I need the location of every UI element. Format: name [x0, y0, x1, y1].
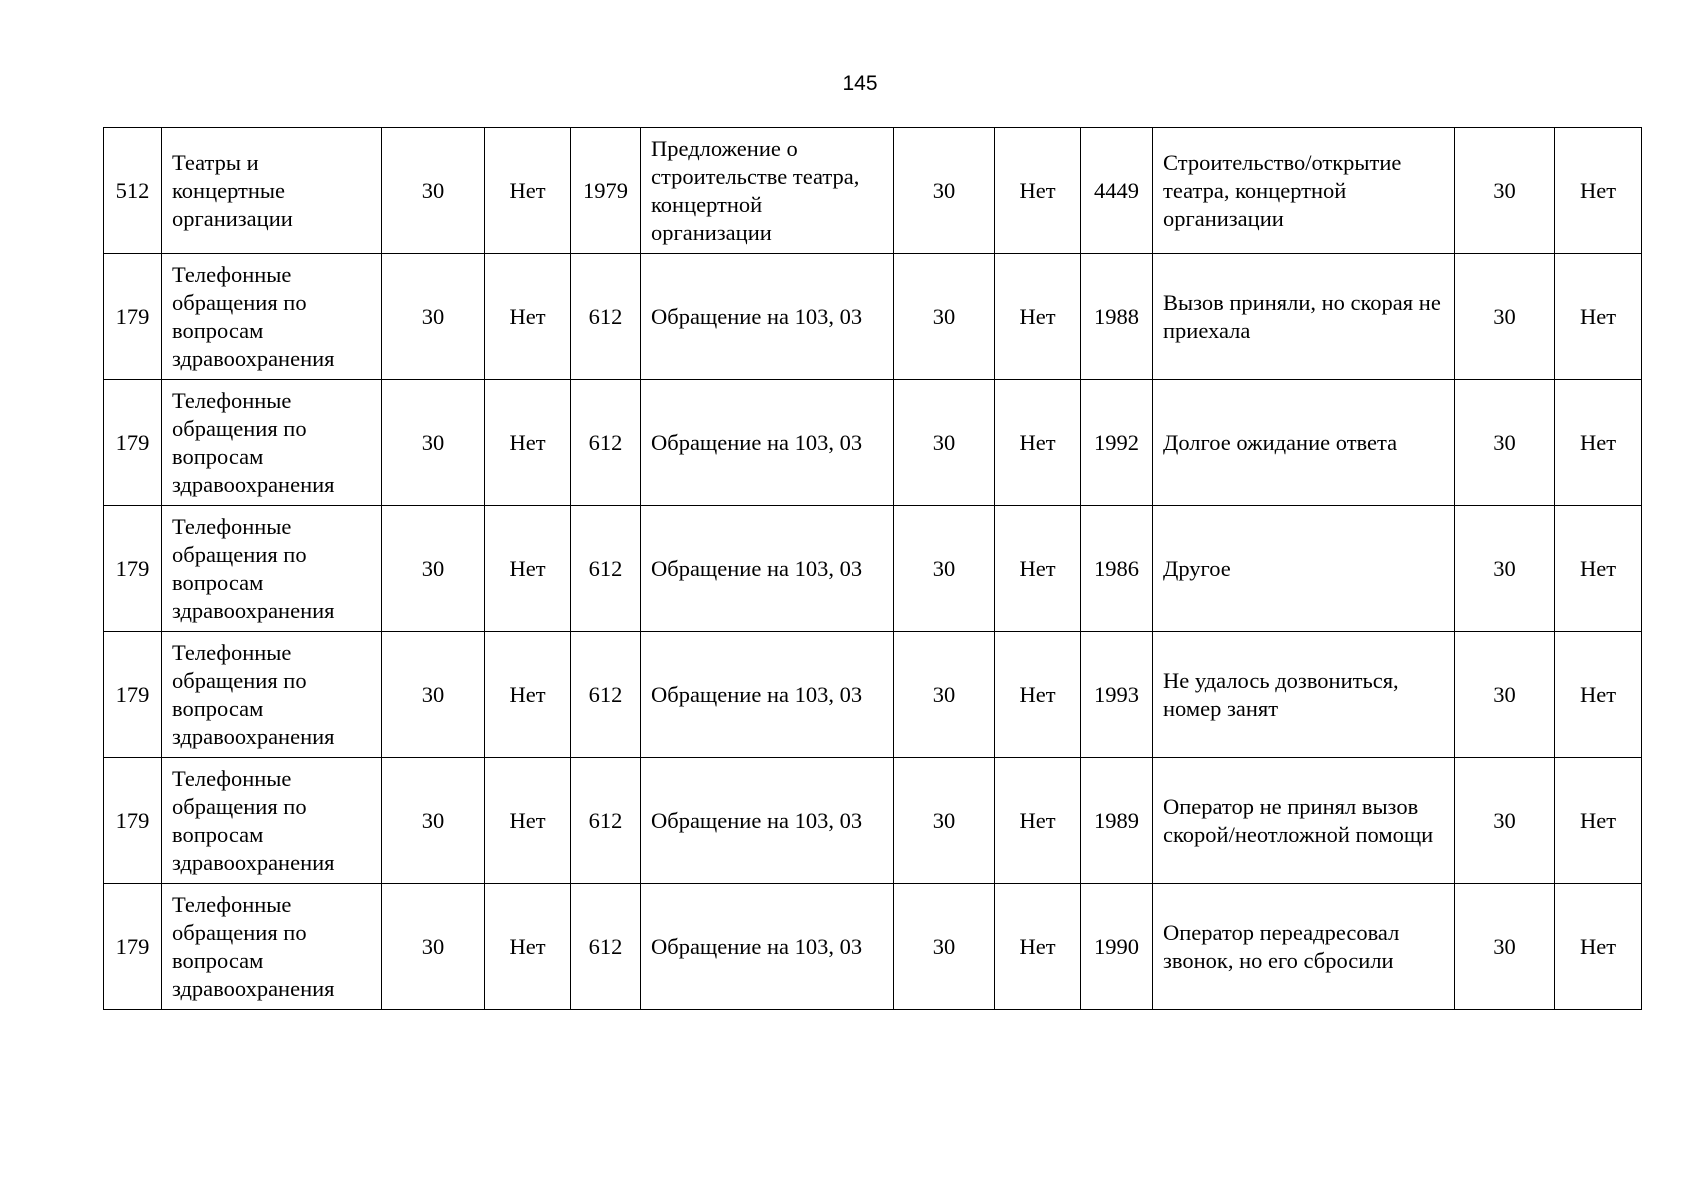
- table-row: [104, 380, 1642, 506]
- table-cell: 612: [571, 632, 641, 758]
- table-cell: Телефонные обращения по вопросам здравоохранения: [162, 254, 382, 380]
- table-cell: 512: [104, 128, 162, 254]
- table-cell: 30: [894, 632, 995, 758]
- table-cell: Строительство/открытие театра, концертной организации: [1153, 128, 1455, 254]
- table-cell: 179: [104, 506, 162, 632]
- table-cell: Нет: [1555, 884, 1642, 1010]
- table-cell: Обращение на 103, 03: [641, 380, 894, 506]
- table-cell: 612: [571, 758, 641, 884]
- table-cell: Нет: [485, 254, 571, 380]
- table-row: [104, 758, 1642, 884]
- table-cell: Обращение на 103, 03: [641, 254, 894, 380]
- table-cell: 30: [382, 632, 485, 758]
- table-cell: Нет: [485, 884, 571, 1010]
- table-cell: 30: [1455, 254, 1555, 380]
- table-row: [104, 506, 1642, 632]
- table-cell: 4449: [1081, 128, 1153, 254]
- table-cell: 1990: [1081, 884, 1153, 1010]
- table-cell: Нет: [1555, 758, 1642, 884]
- table-cell: 30: [1455, 884, 1555, 1010]
- table-cell: 612: [571, 884, 641, 1010]
- table-cell: 612: [571, 380, 641, 506]
- data-table: [103, 127, 1642, 1010]
- table-cell: 30: [382, 758, 485, 884]
- table-cell: Нет: [1555, 128, 1642, 254]
- table-cell: Нет: [485, 632, 571, 758]
- table-cell: Нет: [995, 380, 1081, 506]
- table-cell: 612: [571, 506, 641, 632]
- table-cell: Другое: [1153, 506, 1455, 632]
- table-cell: Нет: [1555, 380, 1642, 506]
- table-cell: 30: [894, 254, 995, 380]
- table-cell: Телефонные обращения по вопросам здравоохранения: [162, 884, 382, 1010]
- table-cell: Нет: [995, 884, 1081, 1010]
- table-cell: Не удалось дозвониться, номер занят: [1153, 632, 1455, 758]
- table-cell: 30: [1455, 758, 1555, 884]
- table-cell: 1989: [1081, 758, 1153, 884]
- table-cell: Нет: [1555, 632, 1642, 758]
- table-cell: 30: [894, 506, 995, 632]
- table-cell: 30: [894, 380, 995, 506]
- table-cell: 30: [382, 506, 485, 632]
- table-cell: 30: [1455, 380, 1555, 506]
- table-cell: 30: [894, 884, 995, 1010]
- table-cell: Обращение на 103, 03: [641, 758, 894, 884]
- table-cell: 30: [894, 128, 995, 254]
- table-cell: 30: [1455, 632, 1555, 758]
- table-cell: 179: [104, 380, 162, 506]
- table-cell: Телефонные обращения по вопросам здравоохранения: [162, 758, 382, 884]
- table-row: [104, 632, 1642, 758]
- table-cell: 179: [104, 632, 162, 758]
- table-cell: Обращение на 103, 03: [641, 632, 894, 758]
- table-row: [104, 128, 1642, 254]
- table-cell: Нет: [1555, 254, 1642, 380]
- table-cell: 1992: [1081, 380, 1153, 506]
- table-cell: Вызов приняли, но скорая не приехала: [1153, 254, 1455, 380]
- table-row: [104, 884, 1642, 1010]
- table-cell: Нет: [995, 632, 1081, 758]
- table-cell: 30: [1455, 128, 1555, 254]
- page-number: 145: [842, 72, 878, 95]
- table-cell: Телефонные обращения по вопросам здравоохранения: [162, 380, 382, 506]
- table-cell: Оператор не принял вызов скорой/неотложной помощи: [1153, 758, 1455, 884]
- table-cell: Обращение на 103, 03: [641, 884, 894, 1010]
- table-cell: 179: [104, 254, 162, 380]
- table-cell: Театры и концертные организации: [162, 128, 382, 254]
- table-cell: Телефонные обращения по вопросам здравоохранения: [162, 632, 382, 758]
- table-cell: 30: [382, 128, 485, 254]
- table-cell: Нет: [485, 506, 571, 632]
- table-cell: Нет: [995, 506, 1081, 632]
- table-cell: Нет: [485, 128, 571, 254]
- table-cell: 30: [382, 884, 485, 1010]
- table-cell: 1986: [1081, 506, 1153, 632]
- table-cell: Нет: [995, 254, 1081, 380]
- table-cell: 30: [382, 254, 485, 380]
- table-cell: Телефонные обращения по вопросам здравоохранения: [162, 506, 382, 632]
- table-cell: Нет: [1555, 506, 1642, 632]
- table-cell: Нет: [995, 128, 1081, 254]
- table-cell: 612: [571, 254, 641, 380]
- table-cell: 1993: [1081, 632, 1153, 758]
- table-cell: Обращение на 103, 03: [641, 506, 894, 632]
- table-cell: Долгое ожидание ответа: [1153, 380, 1455, 506]
- table-cell: Нет: [995, 758, 1081, 884]
- table-row: [104, 254, 1642, 380]
- table-cell: 1988: [1081, 254, 1153, 380]
- table-cell: 30: [894, 758, 995, 884]
- table-cell: Предложение о строительстве театра, концертной организации: [641, 128, 894, 254]
- table-cell: Нет: [485, 380, 571, 506]
- table-cell: 30: [1455, 506, 1555, 632]
- table-cell: 179: [104, 884, 162, 1010]
- table-cell: Нет: [485, 758, 571, 884]
- table-cell: 1979: [571, 128, 641, 254]
- table-cell: 30: [382, 380, 485, 506]
- table-cell: 179: [104, 758, 162, 884]
- table-cell: Оператор переадресовал звонок, но его сбросили: [1153, 884, 1455, 1010]
